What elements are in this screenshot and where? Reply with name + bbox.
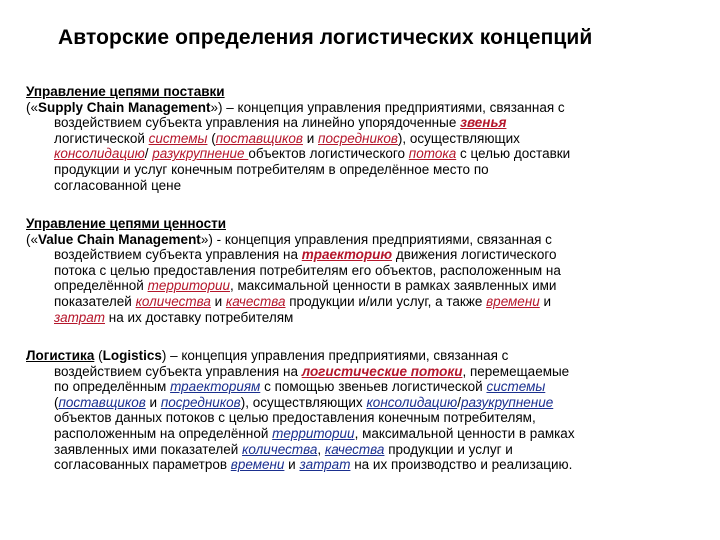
section-heading: Логистика [26, 348, 95, 363]
definition-line: потока с целью предоставления потребителям его объектов, расположенным на [54, 262, 561, 278]
section-heading: Управление цепями поставки [26, 84, 225, 99]
definition-line: показателей количества и качества продукции и/или услуг, а также времени и [54, 293, 552, 309]
section-heading: Управление цепями ценности [26, 216, 227, 231]
definition-line: (поставщиков и посредников), осуществляющих консолидацию/разукрупнение [54, 394, 554, 410]
term-link[interactable]: времени [230, 457, 285, 473]
definition-line: согласованной цене [54, 177, 182, 193]
term-link[interactable]: посредников [160, 394, 241, 410]
term-link[interactable]: территории [272, 425, 355, 441]
term-link[interactable]: траекториям [170, 379, 261, 395]
term-link[interactable]: поставщиков [58, 394, 146, 410]
term-link[interactable]: потока [408, 146, 457, 162]
term-link[interactable]: логистические потоки [301, 363, 463, 379]
section-logistics [26, 348, 706, 473]
term-link[interactable]: количества [242, 441, 318, 457]
term-link[interactable]: звенья [460, 115, 507, 131]
definition-line: определённой территории, максимальной ценности в рамках заявленных ими [54, 278, 557, 294]
term-link[interactable]: поставщиков [215, 130, 303, 146]
definition-line: согласованных параметров времени и затрат на их производство и реализацию. [54, 457, 573, 473]
definition-line: воздействием субъекта управления на линейно упорядоченные звенья [54, 115, 507, 131]
term-link[interactable]: количества [135, 293, 211, 309]
section-supply-chain [26, 84, 706, 193]
definition-line: затрат на их доставку потребителям [54, 309, 294, 325]
term-link[interactable]: качества [324, 441, 385, 457]
definition-line: заявленных ими показателей количества, качества продукции и услуг и [54, 441, 513, 457]
term-link[interactable]: времени [486, 293, 540, 309]
definition-line: объектов данных потоков с целью предоставления конечным потребителям, [54, 410, 536, 426]
definition-line: продукции и услуг конечным потребителям в определённое место по [54, 161, 489, 177]
term-link[interactable]: консолидацию [54, 146, 145, 162]
definition-line: воздействием субъекта управления на траекторию движения логистического [54, 247, 557, 263]
definition-line: («Value Chain Management») - концепция управления предприятиями, связанная с [26, 231, 552, 247]
definition-line: («Supply Chain Management») – концепция управления предприятиями, связанная с [26, 99, 565, 115]
term-link[interactable]: системы [148, 130, 208, 146]
term-link[interactable]: затрат [299, 457, 351, 473]
section-value-chain [26, 216, 706, 325]
term-link[interactable]: траекторию [301, 247, 393, 263]
term-link[interactable]: разукрупнение [152, 146, 249, 162]
term-link[interactable]: консолидацию [366, 394, 458, 410]
term-link[interactable]: затрат [54, 309, 105, 325]
term-link[interactable]: системы [486, 379, 546, 395]
definition-line: расположенным на определённой территории, максимальной ценности в рамках [54, 425, 575, 441]
term-link[interactable]: качества [225, 293, 286, 309]
definition-line: воздействием субъекта управления на логистические потоки, перемещаемые [54, 363, 570, 379]
definition-line: консолидацию/ разукрупнение объектов логистического потока с целью доставки [54, 146, 571, 162]
definition-line: по определённым траекториям с помощью звеньев логистической системы [54, 379, 546, 395]
term-link[interactable]: разукрупнение [460, 394, 554, 410]
term-link[interactable]: посредников [318, 130, 398, 146]
definition-line: Логистика (Logistics) – концепция управления предприятиями, связанная с [26, 348, 509, 363]
term-link[interactable]: территории [147, 278, 230, 294]
page-title: Авторские определения логистических концепций [58, 26, 593, 49]
definition-line: логистической системы (поставщиков и посредников), осуществляющих [54, 130, 520, 146]
